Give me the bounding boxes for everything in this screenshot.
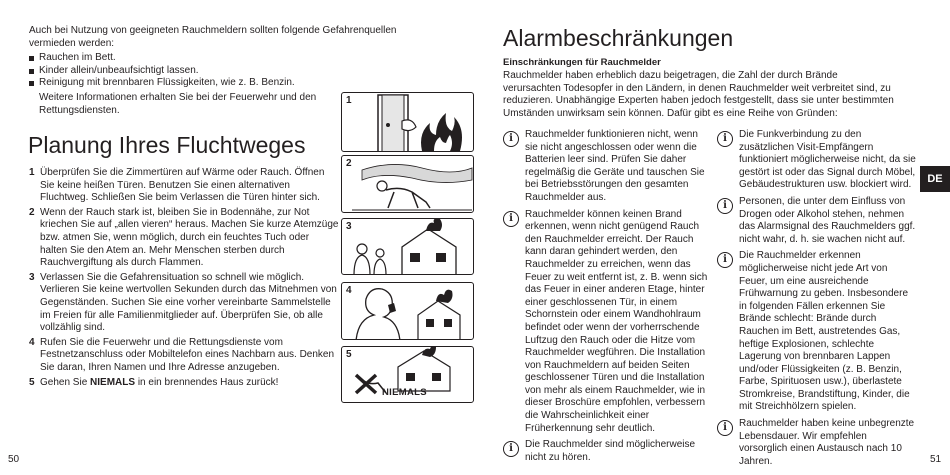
illustration-call-emergency [341, 282, 474, 340]
never-label: NIEMALS [382, 387, 427, 399]
step-item [29, 167, 339, 205]
note-text: Die Rauchmelder erkennen möglicherweise nicht jede Art von Feuer, um eine ausreichende Frühwarnung zu geben. Insbesondere in folgenden Fällen erkennen Sie Brände schlecht: Brände durch Rauchen im Bett, austretendes Gas, heftige Explosionen, schlechte Lagerung von brennbaren Lappen und/oder Flüssigkeiten (z. B. Benzin, Farbe, Spirituosen usw.), überlastete Stromkreise, Brandstiftung, Kinder, die mit Streichhölzern spielen. [739, 250, 910, 413]
info-note [503, 439, 708, 464]
lead-paragraph: Rauchmelder haben erheblich dazu beigetragen, die Zahl der durch Brände verursachten Todesopfer in den Ländern, in denen Rauchmelder weit verbreitet sind, zu reduzieren. Unabhängige Experten haben jedoch festgestellt, dass sie unter bestimmten Umständen unwirksam sein können. Dafür gibt es eine Reihe von Gründen: [503, 70, 894, 119]
note-text: Rauchmelder haben keine unbegrenzte Lebensdauer. Wir empfehlen vorsorglich einen Austausch nach 10 Jahren. [739, 418, 915, 467]
crawling-person-icon [342, 156, 474, 213]
intro-text: Auch bei Nutzung von geeigneten Rauchmeldern sollten folgende Gefahrenquellen vermieden werden: [29, 25, 397, 49]
info-icon: i [717, 131, 733, 147]
limitations-subheading: Einschränkungen für Rauchmelder [503, 57, 661, 68]
info-icon: i [717, 420, 733, 436]
escape-heading: Planung Ihres Fluchtweges [28, 132, 306, 158]
step-item [29, 337, 339, 375]
step-text-bold: NIEMALS [90, 376, 136, 388]
step-text-post: in ein brennendes Haus zurück! [135, 376, 279, 388]
language-tab: DE [920, 166, 950, 192]
hazard-item: Kinder allein/unbeaufsichtigt lassen. [29, 65, 329, 78]
step-number: 1 [29, 167, 35, 178]
illustration-number: 1 [346, 95, 352, 106]
illustration-number: 4 [346, 285, 352, 296]
illustration-number: 2 [346, 158, 352, 169]
illustration-assembly-point [341, 218, 474, 275]
step-number: 4 [29, 336, 35, 348]
right-page [475, 0, 950, 475]
info-icon: i [503, 211, 519, 227]
note-text: Rauchmelder können keinen Brand erkennen, wenn nicht genügend Rauch den Rauchmelder erreicht. Der Rauch kann daran gehindert werden, den Rauchmelder zu erreichen, wenn das Feuer zu weit entfernt ist, z. B. wenn sich das Feuer in einer anderen Etage, hinter einer geschlossenen Tür, in einem Schornstein oder einem Wandhohlraum befindet oder wenn der vorherrschende Luftzug den Rauch oder die Hitze vom Rauchmelder wegführen. Die Installation von Rauchmeldern auf beiden Seiten geschlossener Türen und die Installation von mehr als einem Rauchmelder, wie in dieser Broschüre empfohlen, verbessern die Wahrscheinlichkeit einer Früherkennung sehr deutlich. [525, 208, 708, 434]
step-text: Verlassen Sie die Gefahrensituation so schnell wie möglich. Verlieren Sie keine wertvollen Sekunden durch das Mitnehmen von Gegenständen. Suchen Sie eine vorher vereinbarte Sammelstelle im Freien für alle Familienmitglieder auf. Überprüfen Sie, ob alle vollzählig sind. [40, 271, 337, 334]
hazard-item: Rauchen im Bett. [29, 52, 329, 65]
info-icon: i [503, 441, 519, 457]
step-text: Rufen Sie die Feuerwehr und die Rettungsdienste vom Festnetzanschluss oder Mobiltelefon eines Nachbarn aus. Denken Sie daran, Ihren Namen und Ihre Adresse anzugeben. [40, 336, 335, 373]
info-note [503, 209, 708, 436]
note-text: Die Funkverbindung zu den zusätzlichen Visit-Empfängern funktioniert möglicherweise nicht, da sie gestört ist oder das Signal durch Möbel, Gebäudestrukturen usw. blockiert wird. [739, 129, 916, 191]
illustration-door-check [341, 92, 474, 152]
step-text-pre: Gehen Sie [40, 376, 91, 388]
illustration-number: 3 [346, 221, 352, 232]
alarm-limitations-heading: Alarmbeschränkungen [503, 25, 734, 51]
illustration-never-return [341, 346, 474, 403]
info-icon: i [503, 131, 519, 147]
info-icon: i [717, 198, 733, 214]
step-item [29, 272, 339, 335]
step-text: Überprüfen Sie die Zimmertüren auf Wärme oder Rauch. Öffnen Sie keine heißen Türen. Benutzen Sie einen alternativen Fluchtweg. Schließen Sie beim Verlassen die Türen hinter sich. [40, 167, 325, 204]
notes-column-right [717, 129, 917, 472]
info-note [717, 418, 917, 468]
note-text: Personen, die unter dem Einfluss von Drogen oder Alkohol stehen, nehmen das Alarmsignal des Rauchmelders ggf. nicht wahr, d. h. sie wachen nicht auf. [739, 195, 916, 245]
step-number: 5 [29, 376, 35, 388]
step-number: 2 [29, 206, 35, 218]
door-fire-icon [342, 93, 474, 152]
info-note [717, 129, 917, 192]
illustration-number: 5 [346, 349, 352, 360]
escape-steps [29, 167, 339, 391]
step-number: 3 [29, 271, 35, 283]
note-text: Rauchmelder funktionieren nicht, wenn sie nicht angeschlossen oder wenn die Batterien leer sind. Prüfen Sie daher regelmäßig die Geräte und tauschen Sie bei Betriebsstörungen den gesamten Rauchmelder aus. [525, 129, 705, 203]
illustration-crawl [341, 155, 474, 213]
burning-house-icon [342, 219, 474, 275]
step-text: Wenn der Rauch stark ist, bleiben Sie in Bodennähe, zur Not kriechen Sie auf „allen vieren“ heraus. Machen Sie kurze Atemzüge bzw. atmen Sie, wenn möglich, durch ein feuchtes Tuch oder halten Sie den Atem an. Mehr Menschen sterben durch Rauchvergiftung als durch Flammen. [40, 206, 339, 269]
hazard-list [29, 52, 329, 90]
notes-column-left [503, 129, 708, 468]
info-note [717, 250, 917, 414]
step-item [29, 377, 339, 390]
phone-call-icon [342, 283, 474, 340]
info-note [717, 196, 917, 246]
page-number-left: 50 [8, 454, 20, 465]
step-item [29, 207, 339, 270]
page-number-right: 51 [930, 454, 942, 465]
note-text: Die Rauchmelder sind möglicherweise nicht zu hören. [525, 439, 696, 463]
hazard-item: Reinigung mit brennbaren Flüssigkeiten, wie z. B. Benzin. [29, 77, 329, 90]
info-icon: i [717, 252, 733, 268]
more-info-text: Weitere Informationen erhalten Sie bei der Feuerwehr und den Rettungsdiensten. [39, 92, 317, 116]
info-note [503, 129, 708, 205]
